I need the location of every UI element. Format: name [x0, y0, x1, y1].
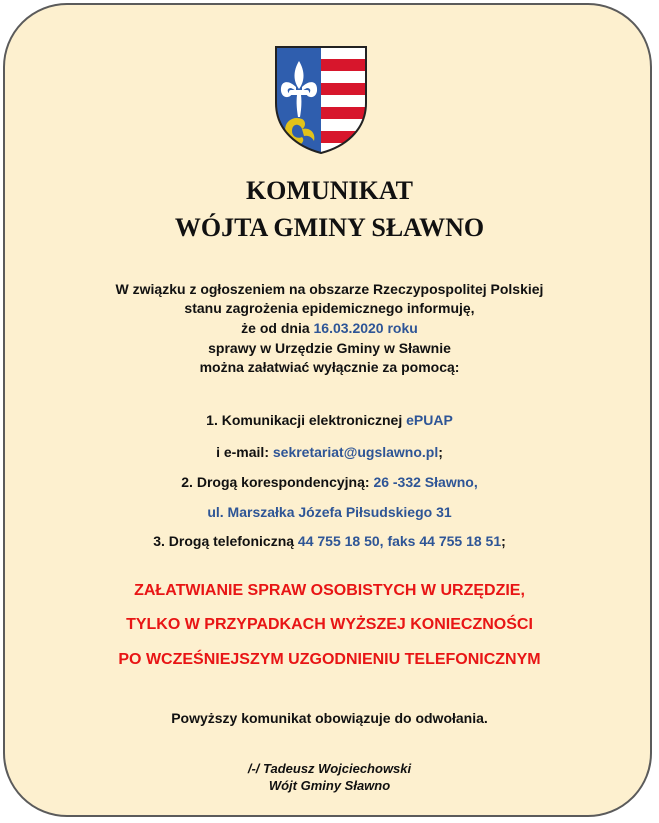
- method-3: [5, 531, 654, 551]
- intro-line-3: [5, 318, 654, 338]
- street-address: ul. Marszałka Józefa Piłsudskiego 31: [207, 504, 452, 520]
- method-3-label: 3. Drogą telefoniczną: [153, 533, 298, 549]
- intro-date-prefix: że od dnia: [241, 320, 314, 336]
- coat-of-arms-icon: [272, 43, 370, 155]
- phone-numbers: 44 755 18 50, faks 44 755 18 51: [297, 533, 502, 549]
- epuap-label: ePUAP: [406, 412, 453, 428]
- email-label: i e-mail:: [216, 444, 273, 460]
- signature-name: /-/ Tadeusz Wojciechowski: [247, 761, 412, 776]
- notice-card: [3, 3, 652, 817]
- intro-line-5: można załatwiać wyłącznie za pomocą:: [199, 359, 460, 375]
- title-line-1: KOMUNIKAT: [245, 176, 414, 205]
- intro-line-4: sprawy w Urzędzie Gminy w Sławnie: [208, 340, 451, 356]
- method-1: [5, 410, 654, 430]
- method-1-email: [5, 442, 654, 462]
- email-suffix: ;: [438, 444, 443, 460]
- alert-line-3: PO WCZEŚNIEJSZYM UZGODNIENIU TELEFONICZNYM: [118, 651, 541, 668]
- intro-line-2: stanu zagrożenia epidemicznego informuję,: [184, 300, 475, 316]
- phone-suffix: ;: [501, 533, 506, 549]
- intro-line-1: W związku z ogłoszeniem na obszarze Rzeczypospolitej Polskiej: [115, 281, 544, 297]
- effective-date: 16.03.2020 roku: [313, 320, 418, 336]
- method-2-street: [5, 502, 654, 522]
- title-line-2: WÓJTA GMINY SŁAWNO: [174, 213, 485, 242]
- alert-line-1: ZAŁATWIANIE SPRAW OSOBISTYCH W URZĘDZIE,: [134, 582, 525, 599]
- alert-line-2: TYLKO W PRZYPADKACH WYŻSZEJ KONIECZNOŚCI: [126, 616, 533, 633]
- signature-role: Wójt Gminy Sławno: [268, 778, 391, 793]
- method-2-label: 2. Drogą korespondencyjną:: [181, 474, 374, 490]
- postal-code: 26 -332 Sławno,: [373, 474, 478, 490]
- method-1-label: 1. Komunikacji elektronicznej: [206, 412, 407, 428]
- validity-note: Powyższy komunikat obowiązuje do odwołania.: [171, 710, 488, 726]
- email-address: sekretariat@ugslawno.pl: [272, 444, 439, 460]
- method-2: [5, 472, 654, 492]
